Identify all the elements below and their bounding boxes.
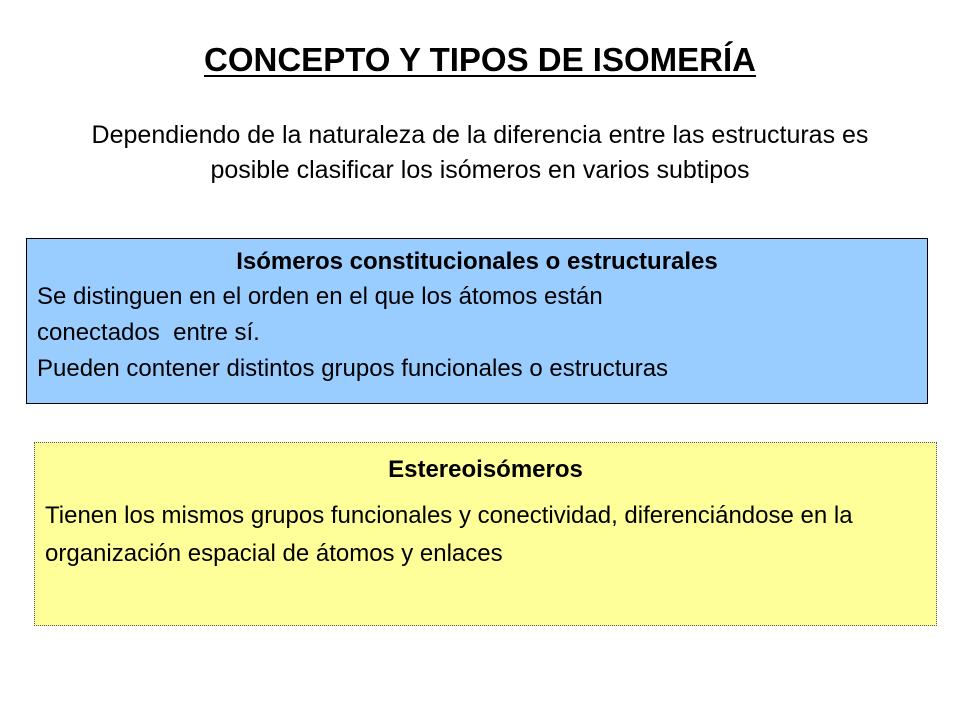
stereoisomers-description: Tienen los mismos grupos funcionales y conectividad, diferenciándose en la organización espacial de átomos y enlaces bbox=[45, 502, 853, 567]
constitutional-line-2: conectados entre sí. bbox=[37, 319, 260, 346]
constitutional-line-3: Pueden contener distintos grupos funcionales o estructuras bbox=[37, 355, 669, 382]
slide-title: CONCEPTO Y TIPOS DE ISOMERÍA bbox=[204, 41, 756, 78]
constitutional-isomers-heading: Isómeros constitucionales o estructurales bbox=[236, 248, 718, 275]
constitutional-isomers-box bbox=[26, 238, 928, 404]
stereoisomers-heading: Estereoisómeros bbox=[388, 456, 583, 483]
constitutional-line-1: Se distinguen en el orden en el que los átomos están bbox=[37, 283, 603, 310]
intro-paragraph: Dependiendo de la naturaleza de la diferencia entre las estructuras es posible clasificar los isómeros en varios subtipos bbox=[91, 121, 869, 184]
stereoisomers-box bbox=[34, 442, 937, 626]
